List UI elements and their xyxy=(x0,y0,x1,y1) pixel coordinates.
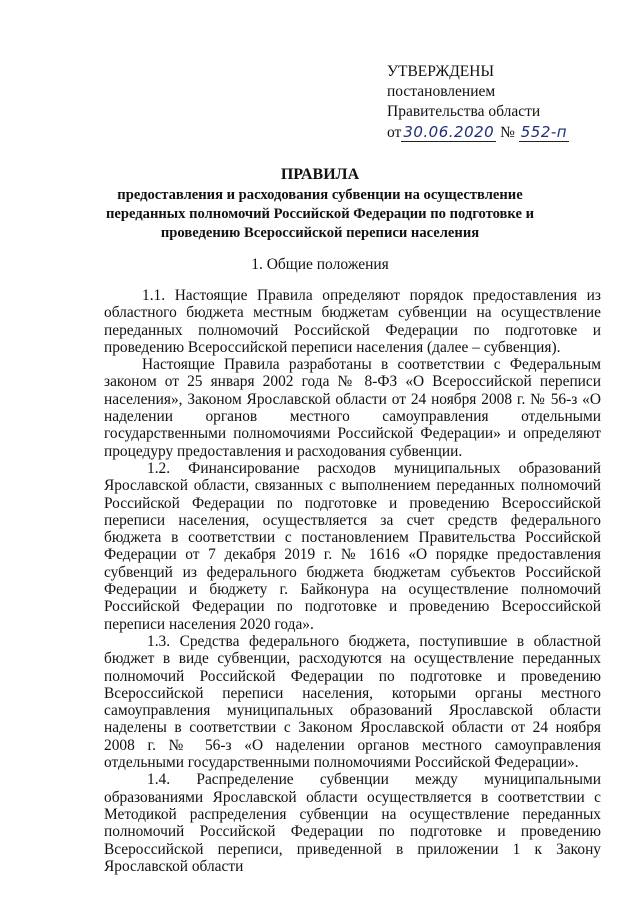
paragraph-1-4: 1.4. Распределение субвенции между муниципальными образованиями Ярославской области осуществляется в соответствии с Методикой распределения субвенции на осуществление переданных полномочий Российской Федерации по подготовке и проведению Всероссийской переписи, приведенной в приложении 1 к Закону Ярославской области xyxy=(104,771,601,875)
document-subtitle xyxy=(0,186,640,243)
from-label: от xyxy=(387,124,402,141)
paragraph-1-1: 1.1. Настоящие Правила определяют порядок предоставления из областного бюджета местным бюджетам субвенции на осуществление переданных полномочий Российской Федерации по подготовке и проведению Всероссийской переписи населения (далее – субвенция). xyxy=(104,287,601,356)
approval-date-line xyxy=(387,122,569,143)
document-body xyxy=(104,287,601,875)
subtitle-text: предоставления и расходования субвенции на осуществление переданных полномочий Российской Федерации по подготовке и проведению Всероссийской переписи населения xyxy=(105,187,534,241)
handwritten-date: 30.06.2020 xyxy=(403,123,495,141)
section-heading: 1. Общие положения xyxy=(251,256,389,273)
number-label: № xyxy=(500,124,515,141)
approval-authority: Правительства области xyxy=(387,103,541,120)
document-title: ПРАВИЛА xyxy=(280,166,360,183)
handwritten-number: 552-п xyxy=(520,123,568,141)
paragraph-1-2: 1.2. Финансирование расходов муниципальных образований Ярославской области, связанных с выполнением переданных полномочий Российской Федерации по подготовке и проведению Всероссийской переписи населения, осуществляется за счет средств федерального бюджета в соответствии с постановлением Правительства Российской Федерации от 7 декабря 2019 г. № 1616 «О порядке предоставления субвенций из федерального бюджета бюджетам субъектов Российской Федерации и бюджету г. Байконура на осуществление полномочий Российской Федерации по подготовке и проведению Всероссийской переписи населения 2020 года». xyxy=(104,459,601,633)
paragraph-1-1-basis: Настоящие Правила разработаны в соответствии с Федеральным законом от 25 января 2002 года № 8-ФЗ «О Всероссийской переписи населения», Законом Ярославской области от 24 ноября 2008 г. № 56-з «О наделении органов местного самоуправления отдельными государственными полномочиями Российской Федерации» и определяют процедуру предоставления и расходования субвенции. xyxy=(104,356,601,460)
approval-status: УТВЕРЖДЕНЫ xyxy=(387,63,494,80)
paragraph-1-3: 1.3. Средства федерального бюджета, поступившие в областной бюджет в виде субвенции, расходуются на осуществление переданных полномочий Российской Федерации по подготовке и проведению Всероссийской переписи населения, которыми органы местного самоуправления муниципальных образований Ярославской области наделены в соответствии с Законом Ярославской области от 24 ноября 2008 г. № 56-з «О наделении органов местного самоуправления отдельными государственными полномочиями Российской Федерации». xyxy=(104,632,601,772)
approval-act: постановлением xyxy=(387,83,496,100)
approval-block xyxy=(387,62,569,143)
